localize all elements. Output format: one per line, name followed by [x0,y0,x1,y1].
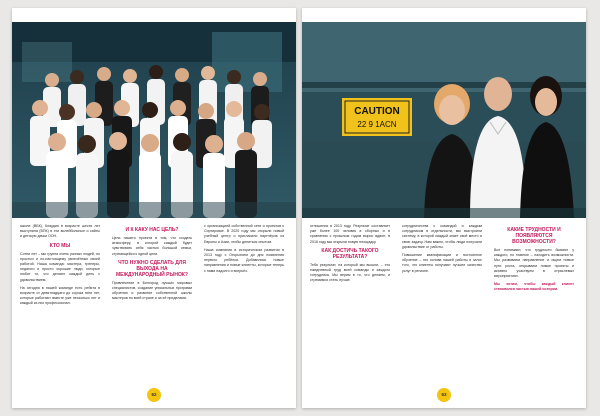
paragraph: Наша компания в историческом развитии в 2013 году с Открытием до дня появления первого ребёнка. Добавились новые направления и новые клиенты, которые теперь с нами надолго и всерьёз. [204,247,284,273]
paragraph: отношения в 2013 году. Результат составляет уже более 100 человек в сборных и в сравнении с прошлым годом вырос вдвое, в 2016 году мы открыли новую площадку. [310,224,390,244]
paragraph: Цель нашего проекта в том, что создать атмосферу, в которой каждый будет чувствовать себя частью большой семьи, стремящейся к одной цели. [112,236,192,256]
section-heading: КАК ДОСТИЧЬ ТАКОГО РЕЗУЛЬТАТА? [321,247,379,260]
portrait-photo [302,22,586,218]
right-page [302,8,586,408]
article-column-1 [310,224,390,287]
paragraph: Сотни лет – мы группа очень разных людей, но простых и по-настоящему увлечённых своей работой. Наша команда: мастера, тренеры, педагоги и просто хорошие люди, которые любят то, что делают каждый день с удовольствием. [20,251,100,282]
paragraph: Привлечение в Белгород лучших мировых специалистов, создание уникальных программ обучения и развитие собственной школы мастеров по всей стране и за её пределами. [112,280,192,301]
paragraph: с организацией собственной сети и проектов к Сортировке. В 2020 году мы открыли новый учебный центр и пригласили партнёров из Европы и Азии, чтобы делиться опытом. [204,224,284,244]
page-number-badge: 62 [147,388,161,402]
article-column-3 [494,224,574,296]
paragraph: Все понимают, что трудности бывают у каждого, но главное – находить возможности. Мы развиваем направление и ищем новые пути роста, открываем новые проекты и активно участвуем в отраслевых мероприятиях. [494,248,574,279]
article-column-2 [402,224,482,277]
section-heading: КТО МЫ [49,242,71,249]
caution-sign-subtext: 22 9 1ACN [357,120,397,129]
article-column-2 [112,224,192,305]
paragraph: Тебя результат, на который мы вышли, – это ежедневный труд всей команды и каждого сотрудника. Мы верим в то, что делаем, и стремимся стать лучше. [310,262,390,283]
article-column-3 [204,224,284,277]
section-heading: И К КАКУ НАС ЦЕЛЬ? [125,227,179,233]
page-number-badge: 63 [437,388,451,402]
left-page [12,8,296,408]
accent-paragraph: Мы хотим, чтобы каждый клиент становился частью нашей истории. [494,282,574,292]
team-photo [12,22,296,218]
paragraph: Повышение квалификации и постоянное обучение – это основа нашей работы и залог того, что клиенты получают лучшее качество услуг в регионе. [402,253,482,273]
team-photo-image [12,22,296,218]
section-heading: КАКИЕ ТРУДНОСТИ И ПОЯВЛЯЮТСЯ ВОЗМОЖНОСТИ? [507,227,561,245]
section-heading: ЧТО НУЖНО СДЕЛАТЬ ДЛЯ ВЫХОДА НА МЕЖДУНАРОДНЫЙ РЫНОК? [116,259,188,278]
article-column-1 [20,224,100,310]
paragraph: сотрудничества с командой и каждым сотрудником в отдельности, мы выстроили систему, в которой каждый знает своё место и свою задачу. Нам важно, чтобы люди получали удовольствие от работы. [402,224,482,249]
caution-sign-text: CAUTION [354,106,400,117]
portrait-photo-image [302,22,586,218]
paragraph: На сегодня в нашей команде есть ребята в возрасте от девятнадцати до сорока пяти лет, которые работают вместе уже несколько лет и каждый из них профессионал. [20,285,100,306]
paragraph: школе (ВБК), Клаудия в возрасте шести лет выступила (ВПК) в эти волейбольные и сайты и детскую дачки ООН. [20,224,100,239]
